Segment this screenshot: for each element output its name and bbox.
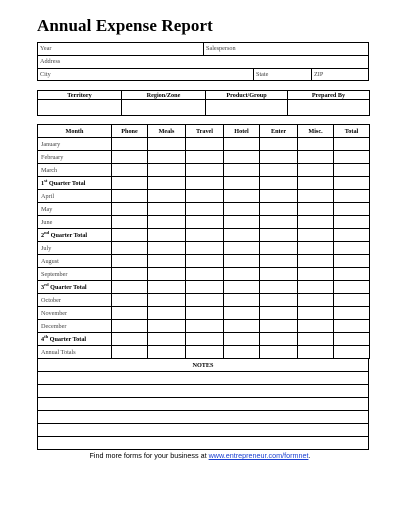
month-label: September <box>38 268 112 281</box>
page-title: Annual Expense Report <box>37 16 213 35</box>
zip-label: ZIP <box>314 71 324 78</box>
month-label: December <box>38 320 112 333</box>
expense-cell[interactable] <box>112 138 148 151</box>
table-row <box>38 216 370 229</box>
expense-cell[interactable] <box>148 216 186 229</box>
expense-cell[interactable] <box>334 164 370 177</box>
expense-cell[interactable] <box>186 320 224 333</box>
address-field[interactable] <box>38 56 368 69</box>
expense-cell[interactable] <box>186 216 224 229</box>
expense-cell[interactable] <box>148 164 186 177</box>
month-label: Annual Totals <box>38 346 112 359</box>
table-row <box>38 177 370 190</box>
expense-cell[interactable] <box>224 294 260 307</box>
expense-cell[interactable] <box>334 255 370 268</box>
expense-cell[interactable] <box>334 320 370 333</box>
expense-cell[interactable] <box>148 190 186 203</box>
expense-cell[interactable] <box>148 320 186 333</box>
notes-cell[interactable] <box>38 398 369 411</box>
expense-cell[interactable] <box>298 281 334 294</box>
quarter-total-label: 3rd Quarter Total <box>38 281 112 294</box>
expense-cell[interactable] <box>334 177 370 190</box>
expense-cell[interactable] <box>148 151 186 164</box>
table-row <box>38 138 370 151</box>
notes-table <box>37 358 369 450</box>
expense-cell[interactable] <box>186 229 224 242</box>
table-row <box>38 164 370 177</box>
expense-cell[interactable] <box>298 294 334 307</box>
expense-cell[interactable] <box>224 255 260 268</box>
expense-cell[interactable] <box>112 216 148 229</box>
expense-cell[interactable] <box>224 164 260 177</box>
notes-line <box>38 411 369 424</box>
expense-cell[interactable] <box>334 229 370 242</box>
expense-cell[interactable] <box>112 151 148 164</box>
expense-cell[interactable] <box>224 138 260 151</box>
notes-cell[interactable] <box>38 424 369 437</box>
month-label: June <box>38 216 112 229</box>
expense-cell[interactable] <box>186 281 224 294</box>
expense-cell[interactable] <box>298 177 334 190</box>
table-row <box>38 255 370 268</box>
expense-table <box>37 124 370 359</box>
expense-cell[interactable] <box>148 333 186 346</box>
expense-cell[interactable] <box>334 294 370 307</box>
expense-cell[interactable] <box>260 294 298 307</box>
column-header: Enter <box>260 125 298 138</box>
expense-cell[interactable] <box>334 242 370 255</box>
expense-cell[interactable] <box>298 242 334 255</box>
state-label: State <box>256 71 269 78</box>
footer-text: Find more forms for your business at <box>89 451 209 460</box>
notes-line <box>38 372 369 385</box>
expense-cell[interactable] <box>334 346 370 359</box>
city-field[interactable] <box>38 69 254 81</box>
expense-cell[interactable] <box>260 138 298 151</box>
expense-cell[interactable] <box>112 307 148 320</box>
expense-cell[interactable] <box>224 203 260 216</box>
expense-cell[interactable] <box>260 255 298 268</box>
expense-cell[interactable] <box>186 203 224 216</box>
expense-cell[interactable] <box>260 216 298 229</box>
region-zone-header: Region/Zone <box>122 91 206 100</box>
table-row <box>38 307 370 320</box>
expense-cell[interactable] <box>298 164 334 177</box>
expense-cell[interactable] <box>260 229 298 242</box>
table-row <box>38 346 370 359</box>
expense-cell[interactable] <box>186 268 224 281</box>
expense-cell[interactable] <box>260 164 298 177</box>
table-row <box>38 151 370 164</box>
expense-cell[interactable] <box>260 281 298 294</box>
expense-cell[interactable] <box>260 151 298 164</box>
month-label: May <box>38 203 112 216</box>
salesperson-field[interactable] <box>204 43 369 56</box>
expense-cell[interactable] <box>148 281 186 294</box>
expense-cell[interactable] <box>260 268 298 281</box>
expense-cell[interactable] <box>112 320 148 333</box>
expense-cell[interactable] <box>334 138 370 151</box>
notes-cell[interactable] <box>38 411 369 424</box>
expense-cell[interactable] <box>260 190 298 203</box>
expense-cell[interactable] <box>112 294 148 307</box>
expense-cell[interactable] <box>112 190 148 203</box>
city-label: City <box>40 71 51 78</box>
header-box <box>37 42 369 81</box>
month-label: November <box>38 307 112 320</box>
table-row <box>38 229 370 242</box>
expense-cell[interactable] <box>112 281 148 294</box>
month-label: October <box>38 294 112 307</box>
expense-cell[interactable] <box>298 307 334 320</box>
expense-cell[interactable] <box>298 320 334 333</box>
expense-cell[interactable] <box>148 307 186 320</box>
expense-cell[interactable] <box>112 203 148 216</box>
expense-cell[interactable] <box>260 307 298 320</box>
expense-cell[interactable] <box>298 268 334 281</box>
expense-cell[interactable] <box>186 138 224 151</box>
footer-suffix: . <box>308 451 311 460</box>
expense-cell[interactable] <box>224 229 260 242</box>
address-label: Address <box>40 58 61 65</box>
month-label: July <box>38 242 112 255</box>
expense-cell[interactable] <box>112 177 148 190</box>
quarter-total-label: 1st Quarter Total <box>38 177 112 190</box>
expense-cell[interactable] <box>260 320 298 333</box>
column-header: Phone <box>112 125 148 138</box>
expense-cell[interactable] <box>224 242 260 255</box>
expense-cell[interactable] <box>148 138 186 151</box>
expense-cell[interactable] <box>298 255 334 268</box>
column-header: Hotel <box>224 125 260 138</box>
territory-cell[interactable] <box>38 100 122 116</box>
month-label: February <box>38 151 112 164</box>
product-group-header: Product/Group <box>206 91 288 100</box>
table-row <box>38 281 370 294</box>
expense-cell[interactable] <box>298 190 334 203</box>
expense-cell[interactable] <box>186 294 224 307</box>
expense-cell[interactable] <box>334 268 370 281</box>
expense-cell[interactable] <box>334 190 370 203</box>
notes-line <box>38 424 369 437</box>
table-row <box>38 242 370 255</box>
expense-cell[interactable] <box>298 216 334 229</box>
expense-cell[interactable] <box>298 346 334 359</box>
table-row <box>38 294 370 307</box>
expense-cell[interactable] <box>112 229 148 242</box>
table-row <box>38 268 370 281</box>
zip-field[interactable] <box>312 69 368 81</box>
expense-cell[interactable] <box>298 203 334 216</box>
column-header: Travel <box>186 125 224 138</box>
expense-cell[interactable] <box>260 242 298 255</box>
table-row <box>38 333 370 346</box>
prepared-by-header: Prepared By <box>288 91 370 100</box>
notes-line <box>38 437 369 450</box>
expense-cell[interactable] <box>148 177 186 190</box>
expense-cell[interactable] <box>334 151 370 164</box>
expense-cell[interactable] <box>224 281 260 294</box>
expense-cell[interactable] <box>260 203 298 216</box>
table-row <box>38 203 370 216</box>
expense-cell[interactable] <box>298 151 334 164</box>
year-label: Year <box>40 45 52 52</box>
month-label: August <box>38 255 112 268</box>
column-header: Meals <box>148 125 186 138</box>
region-zone-cell[interactable] <box>122 100 206 116</box>
footer-note <box>0 451 400 460</box>
expense-cell[interactable] <box>334 281 370 294</box>
expense-cell[interactable] <box>148 203 186 216</box>
expense-cell[interactable] <box>186 333 224 346</box>
column-header: Month <box>38 125 112 138</box>
expense-cell[interactable] <box>260 177 298 190</box>
notes-cell[interactable] <box>38 385 369 398</box>
expense-cell[interactable] <box>334 333 370 346</box>
year-field[interactable] <box>38 43 204 56</box>
expense-cell[interactable] <box>186 177 224 190</box>
expense-cell[interactable] <box>148 255 186 268</box>
quarter-total-label: 4th Quarter Total <box>38 333 112 346</box>
notes-cell[interactable] <box>38 372 369 385</box>
expense-cell[interactable] <box>148 346 186 359</box>
quarter-total-label: 2nd Quarter Total <box>38 229 112 242</box>
column-header: Misc. <box>298 125 334 138</box>
expense-cell[interactable] <box>334 216 370 229</box>
state-field[interactable] <box>254 69 312 81</box>
expense-cell[interactable] <box>224 320 260 333</box>
month-label: March <box>38 164 112 177</box>
expense-cell[interactable] <box>298 138 334 151</box>
expense-cell[interactable] <box>186 242 224 255</box>
expense-cell[interactable] <box>186 190 224 203</box>
column-header: Total <box>334 125 370 138</box>
expense-cell[interactable] <box>112 164 148 177</box>
expense-cell[interactable] <box>186 255 224 268</box>
expense-cell[interactable] <box>224 216 260 229</box>
territory-header: Territory <box>38 91 122 100</box>
expense-cell[interactable] <box>224 268 260 281</box>
notes-line <box>38 398 369 411</box>
expense-cell[interactable] <box>112 268 148 281</box>
expense-cell[interactable] <box>224 307 260 320</box>
expense-cell[interactable] <box>112 346 148 359</box>
table-row <box>38 320 370 333</box>
expense-cell[interactable] <box>148 242 186 255</box>
table-row <box>38 190 370 203</box>
expense-cell[interactable] <box>112 255 148 268</box>
product-group-cell[interactable] <box>206 100 288 116</box>
expense-cell[interactable] <box>224 177 260 190</box>
expense-cell[interactable] <box>334 307 370 320</box>
expense-cell[interactable] <box>224 151 260 164</box>
expense-cell[interactable] <box>298 333 334 346</box>
expense-cell[interactable] <box>186 307 224 320</box>
salesperson-label: Salesperson <box>206 45 236 52</box>
expense-cell[interactable] <box>334 203 370 216</box>
expense-cell[interactable] <box>112 333 148 346</box>
expense-cell[interactable] <box>224 190 260 203</box>
expense-cell[interactable] <box>148 268 186 281</box>
expense-cell[interactable] <box>260 346 298 359</box>
expense-cell[interactable] <box>260 333 298 346</box>
expense-cell[interactable] <box>186 151 224 164</box>
month-label: January <box>38 138 112 151</box>
footer-link[interactable]: www.entrepreneur.com/formnet <box>208 451 309 460</box>
prepared-by-cell[interactable] <box>288 100 370 116</box>
expense-cell[interactable] <box>148 294 186 307</box>
expense-cell[interactable] <box>224 346 260 359</box>
expense-cell[interactable] <box>298 229 334 242</box>
info-table <box>37 90 370 116</box>
expense-cell[interactable] <box>112 242 148 255</box>
notes-line <box>38 385 369 398</box>
expense-cell[interactable] <box>186 164 224 177</box>
expense-cell[interactable] <box>148 229 186 242</box>
expense-cell[interactable] <box>186 346 224 359</box>
notes-heading: NOTES <box>38 359 369 372</box>
month-label: April <box>38 190 112 203</box>
expense-cell[interactable] <box>224 333 260 346</box>
notes-cell[interactable] <box>38 437 369 450</box>
